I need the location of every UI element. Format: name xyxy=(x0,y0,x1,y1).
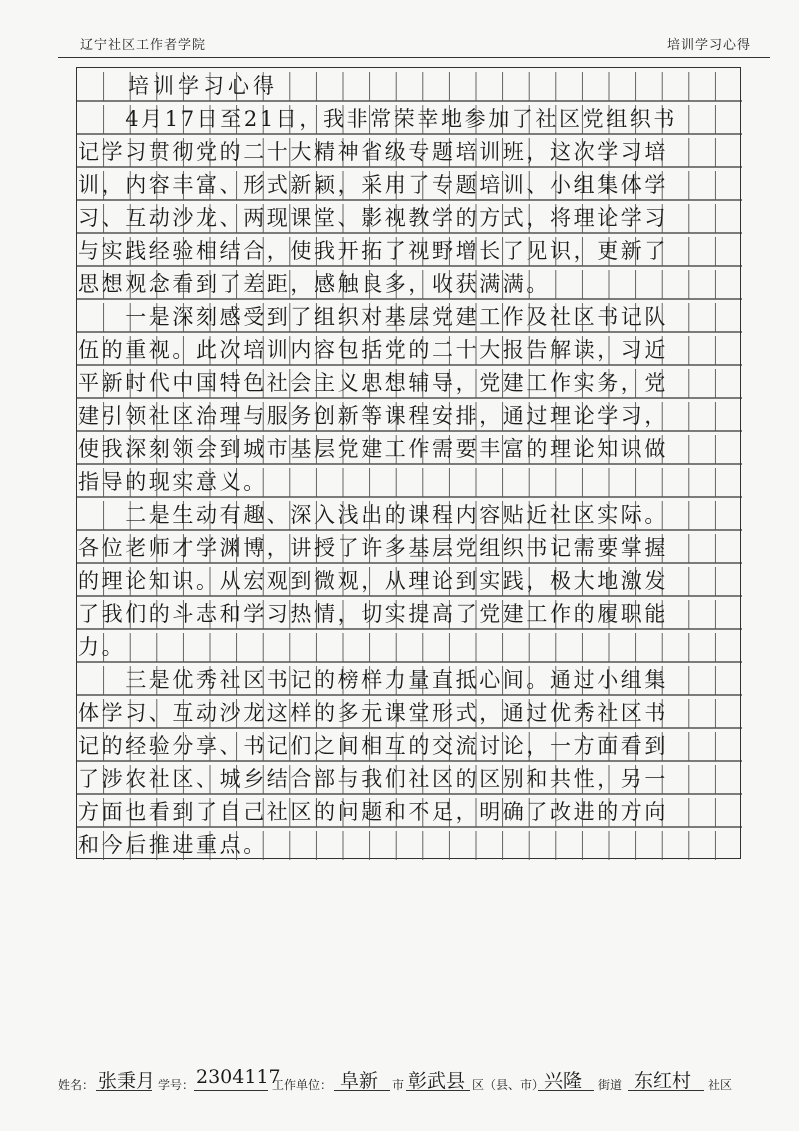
essay-line: 体学习、互动沙龙这样的多元课堂形式，通过优秀社区书 xyxy=(78,701,668,725)
essay-line: 平新时代中国特色社会主义思想辅导，党建工作实务，党 xyxy=(78,371,668,395)
header-institute: 辽宁社区工作者学院 xyxy=(80,38,207,53)
student-id-label: 学号： xyxy=(158,1078,195,1092)
street-value: 兴隆 xyxy=(544,1070,583,1092)
street-label: 街道 xyxy=(598,1078,623,1092)
city-underline xyxy=(334,1090,390,1091)
essay-line: 记的经验分享、书记们之间相互的交流讨论，一方面看到 xyxy=(78,734,668,758)
essay-line: 思想观念看到了差距，感触良多，收获满满。 xyxy=(78,272,550,296)
essay-line: 建引领社区治理与服务创新等课程安排，通过理论学习， xyxy=(78,404,668,428)
header-doc-type: 培训学习心得 xyxy=(666,38,751,53)
city-label: 市 xyxy=(392,1078,405,1092)
city-value: 阜新 xyxy=(340,1070,379,1092)
work-unit-label: 工作单位： xyxy=(272,1078,333,1092)
essay-line: 习、互动沙龙、两现课堂、影视教学的方式，将理论学习 xyxy=(78,206,668,230)
essay-line: 三是优秀社区书记的榜样力量直抵心间。通过小组集 xyxy=(78,668,668,692)
community-underline xyxy=(628,1090,704,1091)
page-header xyxy=(0,0,799,60)
student-id-underline xyxy=(194,1090,268,1091)
student-info-footer xyxy=(58,1062,778,1102)
essay-line: 和今后推进重点。 xyxy=(78,833,267,857)
name-label: 姓名： xyxy=(58,1078,95,1092)
essay-line: 力。 xyxy=(78,635,126,659)
essay-line: 二是生动有趣、深入浅出的课程内容贴近社区实际。 xyxy=(78,503,668,527)
essay-line: 指导的现实意义。 xyxy=(78,470,267,494)
essay-line: 记学习贯彻党的二十大精神省级专题培训班，这次学习培 xyxy=(78,140,668,164)
essay-line: 一是深刻感受到了组织对基层党建工作及社区书记队 xyxy=(78,305,668,329)
essay-line: 方面也看到了自己社区的问题和不足，明确了改进的方向 xyxy=(78,800,668,824)
name-value: 张秉月 xyxy=(98,1070,156,1092)
name-underline xyxy=(96,1090,152,1091)
essay-title: 培训学习心得 xyxy=(78,74,278,98)
essay-line: 4月17日至21日，我非常荣幸地参加了社区党组织书 xyxy=(78,107,678,131)
student-id-value: 2304117 xyxy=(196,1066,281,1088)
essay-line: 的理论知识。从宏观到微观，从理论到实践，极大地激发 xyxy=(78,569,668,593)
essay-line: 了涉农社区、城乡结合部与我们社区的区别和共性，另一 xyxy=(78,767,668,791)
district-label: 区（县、市） xyxy=(472,1078,545,1092)
street-underline xyxy=(538,1090,594,1091)
essay-line: 了我们的斗志和学习热情，切实提高了党建工作的履职能 xyxy=(78,602,668,626)
community-label: 社区 xyxy=(708,1078,733,1092)
district-underline xyxy=(406,1090,470,1091)
essay-line: 使我深刻领会到城市基层党建工作需要丰富的理论知识做 xyxy=(78,437,668,461)
district-value: 彰武县 xyxy=(408,1070,466,1092)
community-value: 东红村 xyxy=(634,1070,692,1092)
essay-line: 各位老师才学渊博，讲授了许多基层党组织书记需要掌握 xyxy=(78,536,668,560)
essay-line: 与实践经验相结合，使我开拓了视野增长了见识，更新了 xyxy=(78,239,668,263)
essay-line: 训，内容丰富、形式新颖，采用了专题培训、小组集体学 xyxy=(78,173,668,197)
header-divider xyxy=(58,57,770,58)
essay-line: 伍的重视。此次培训内容包括党的二十大报告解读，习近 xyxy=(78,338,668,362)
